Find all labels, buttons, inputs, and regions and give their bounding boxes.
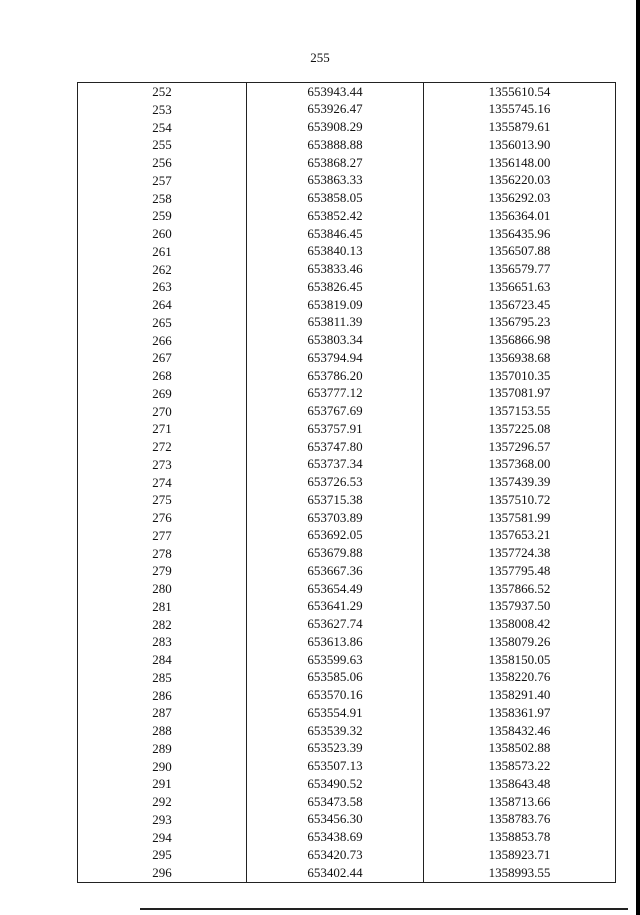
point-number-cell: 287 [78,704,247,722]
x-coordinate-cell: 653554.91 [247,704,424,722]
x-coordinate-cell: 653641.29 [247,598,424,616]
table-row [78,491,616,509]
y-coordinate-cell: 1357225.08 [424,420,616,438]
x-coordinate-cell: 653726.53 [247,474,424,492]
point-number-cell: 283 [78,633,247,651]
table-row [78,119,616,137]
y-coordinate-cell: 1357081.97 [424,385,616,403]
x-coordinate-cell: 653523.39 [247,740,424,758]
y-coordinate-cell: 1356364.01 [424,207,616,225]
y-coordinate-cell: 1358643.48 [424,775,616,793]
table-row [78,811,616,829]
point-number-cell: 293 [78,811,247,829]
point-number-cell: 271 [78,420,247,438]
x-coordinate-cell: 653692.05 [247,527,424,545]
y-coordinate-cell: 1357581.99 [424,509,616,527]
point-number-cell: 295 [78,846,247,864]
y-coordinate-cell: 1357153.55 [424,403,616,421]
table-row [78,793,616,811]
x-coordinate-cell: 653599.63 [247,651,424,669]
point-number-cell: 253 [78,101,247,119]
x-coordinate-cell: 653826.45 [247,278,424,296]
table-row [78,846,616,864]
point-number-cell: 291 [78,775,247,793]
y-coordinate-cell: 1356795.23 [424,314,616,332]
x-coordinate-cell: 653627.74 [247,616,424,634]
y-coordinate-cell: 1358713.66 [424,793,616,811]
point-number-cell: 261 [78,243,247,261]
x-coordinate-cell: 653888.88 [247,136,424,154]
y-coordinate-cell: 1357439.39 [424,474,616,492]
table-row [78,207,616,225]
point-number-cell: 258 [78,190,247,208]
y-coordinate-cell: 1358853.78 [424,829,616,847]
table-row [78,403,616,421]
x-coordinate-cell: 653438.69 [247,829,424,847]
table-row [78,651,616,669]
table-row [78,580,616,598]
x-coordinate-cell: 653777.12 [247,385,424,403]
x-coordinate-cell: 653456.30 [247,811,424,829]
y-coordinate-cell: 1357653.21 [424,527,616,545]
x-coordinate-cell: 653507.13 [247,758,424,776]
y-coordinate-cell: 1356013.90 [424,136,616,154]
y-coordinate-cell: 1357010.35 [424,367,616,385]
y-coordinate-cell: 1357296.57 [424,438,616,456]
page-number: 255 [310,50,330,65]
point-number-cell: 257 [78,172,247,190]
y-coordinate-cell: 1356507.88 [424,243,616,261]
table-row [78,332,616,350]
page-edge-shadow [636,0,640,915]
y-coordinate-cell: 1358220.76 [424,669,616,687]
point-number-cell: 288 [78,722,247,740]
y-coordinate-cell: 1357724.38 [424,545,616,563]
y-coordinate-cell: 1356292.03 [424,190,616,208]
y-coordinate-cell: 1356435.96 [424,225,616,243]
table-row [78,438,616,456]
table-row [78,385,616,403]
table-row [78,278,616,296]
table-row [78,296,616,314]
table-row [78,474,616,492]
coordinate-table [77,82,616,883]
point-number-cell: 267 [78,349,247,367]
y-coordinate-cell: 1356938.68 [424,349,616,367]
point-number-cell: 255 [78,136,247,154]
table-row [78,420,616,438]
y-coordinate-cell: 1358432.46 [424,722,616,740]
x-coordinate-cell: 653473.58 [247,793,424,811]
x-coordinate-cell: 653840.13 [247,243,424,261]
point-number-cell: 262 [78,261,247,279]
y-coordinate-cell: 1357866.52 [424,580,616,598]
x-coordinate-cell: 653943.44 [247,83,424,101]
y-coordinate-cell: 1356651.63 [424,278,616,296]
table-row [78,314,616,332]
x-coordinate-cell: 653490.52 [247,775,424,793]
y-coordinate-cell: 1358008.42 [424,616,616,634]
table-row [78,687,616,705]
x-coordinate-cell: 653402.44 [247,864,424,882]
x-coordinate-cell: 653852.42 [247,207,424,225]
x-coordinate-cell: 653833.46 [247,261,424,279]
point-number-cell: 266 [78,332,247,350]
point-number-cell: 278 [78,545,247,563]
x-coordinate-cell: 653863.33 [247,172,424,190]
point-number-cell: 292 [78,793,247,811]
point-number-cell: 256 [78,154,247,172]
point-number-cell: 282 [78,616,247,634]
y-coordinate-cell: 1358573.22 [424,758,616,776]
point-number-cell: 273 [78,456,247,474]
x-coordinate-cell: 653908.29 [247,119,424,137]
point-number-cell: 264 [78,296,247,314]
point-number-cell: 270 [78,403,247,421]
coordinate-table-body [78,83,616,883]
x-coordinate-cell: 653794.94 [247,349,424,367]
x-coordinate-cell: 653737.34 [247,456,424,474]
point-number-cell: 263 [78,278,247,296]
x-coordinate-cell: 653703.89 [247,509,424,527]
table-row [78,367,616,385]
x-coordinate-cell: 653819.09 [247,296,424,314]
table-row [78,758,616,776]
point-number-cell: 280 [78,580,247,598]
y-coordinate-cell: 1358361.97 [424,704,616,722]
y-coordinate-cell: 1358923.71 [424,846,616,864]
point-number-cell: 276 [78,509,247,527]
table-row [78,349,616,367]
y-coordinate-cell: 1357937.50 [424,598,616,616]
point-number-cell: 294 [78,829,247,847]
x-coordinate-cell: 653747.80 [247,438,424,456]
point-number-cell: 265 [78,314,247,332]
point-number-cell: 254 [78,119,247,137]
x-coordinate-cell: 653757.91 [247,420,424,438]
x-coordinate-cell: 653858.05 [247,190,424,208]
table-row [78,722,616,740]
y-coordinate-cell: 1357368.00 [424,456,616,474]
table-row [78,616,616,634]
table-row [78,243,616,261]
x-coordinate-cell: 653811.39 [247,314,424,332]
table-row [78,154,616,172]
table-row [78,562,616,580]
y-coordinate-cell: 1358502.88 [424,740,616,758]
x-coordinate-cell: 653679.88 [247,545,424,563]
y-coordinate-cell: 1358291.40 [424,687,616,705]
x-coordinate-cell: 653846.45 [247,225,424,243]
point-number-cell: 268 [78,367,247,385]
point-number-cell: 290 [78,758,247,776]
table-row [78,136,616,154]
x-coordinate-cell: 653926.47 [247,101,424,119]
y-coordinate-cell: 1357795.48 [424,562,616,580]
point-number-cell: 272 [78,438,247,456]
y-coordinate-cell: 1356723.45 [424,296,616,314]
table-row [78,172,616,190]
table-row [78,225,616,243]
y-coordinate-cell: 1356148.00 [424,154,616,172]
x-coordinate-cell: 653868.27 [247,154,424,172]
point-number-cell: 286 [78,687,247,705]
y-coordinate-cell: 1358993.55 [424,864,616,882]
table-row [78,509,616,527]
x-coordinate-cell: 653767.69 [247,403,424,421]
x-coordinate-cell: 653420.73 [247,846,424,864]
point-number-cell: 289 [78,740,247,758]
table-row [78,598,616,616]
table-row [78,704,616,722]
y-coordinate-cell: 1356220.03 [424,172,616,190]
point-number-cell: 285 [78,669,247,687]
y-coordinate-cell: 1356866.98 [424,332,616,350]
point-number-cell: 279 [78,562,247,580]
table-row [78,740,616,758]
bottom-rule [140,908,628,910]
table-row [78,669,616,687]
y-coordinate-cell: 1355745.16 [424,101,616,119]
x-coordinate-cell: 653585.06 [247,669,424,687]
y-coordinate-cell: 1358150.05 [424,651,616,669]
table-row [78,864,616,882]
table-row [78,190,616,208]
y-coordinate-cell: 1357510.72 [424,491,616,509]
table-row [78,261,616,279]
table-row [78,527,616,545]
x-coordinate-cell: 653570.16 [247,687,424,705]
x-coordinate-cell: 653654.49 [247,580,424,598]
x-coordinate-cell: 653613.86 [247,633,424,651]
x-coordinate-cell: 653786.20 [247,367,424,385]
point-number-cell: 260 [78,225,247,243]
table-row [78,456,616,474]
point-number-cell: 274 [78,474,247,492]
x-coordinate-cell: 653803.34 [247,332,424,350]
y-coordinate-cell: 1358783.76 [424,811,616,829]
x-coordinate-cell: 653715.38 [247,491,424,509]
y-coordinate-cell: 1355879.61 [424,119,616,137]
point-number-cell: 277 [78,527,247,545]
table-row [78,775,616,793]
table-row [78,83,616,101]
point-number-cell: 281 [78,598,247,616]
point-number-cell: 284 [78,651,247,669]
y-coordinate-cell: 1358079.26 [424,633,616,651]
table-row [78,101,616,119]
y-coordinate-cell: 1356579.77 [424,261,616,279]
table-row [78,633,616,651]
point-number-cell: 259 [78,207,247,225]
x-coordinate-cell: 653539.32 [247,722,424,740]
point-number-cell: 296 [78,864,247,882]
y-coordinate-cell: 1355610.54 [424,83,616,101]
table-row [78,829,616,847]
table-row [78,545,616,563]
point-number-cell: 269 [78,385,247,403]
point-number-cell: 252 [78,83,247,101]
point-number-cell: 275 [78,491,247,509]
x-coordinate-cell: 653667.36 [247,562,424,580]
